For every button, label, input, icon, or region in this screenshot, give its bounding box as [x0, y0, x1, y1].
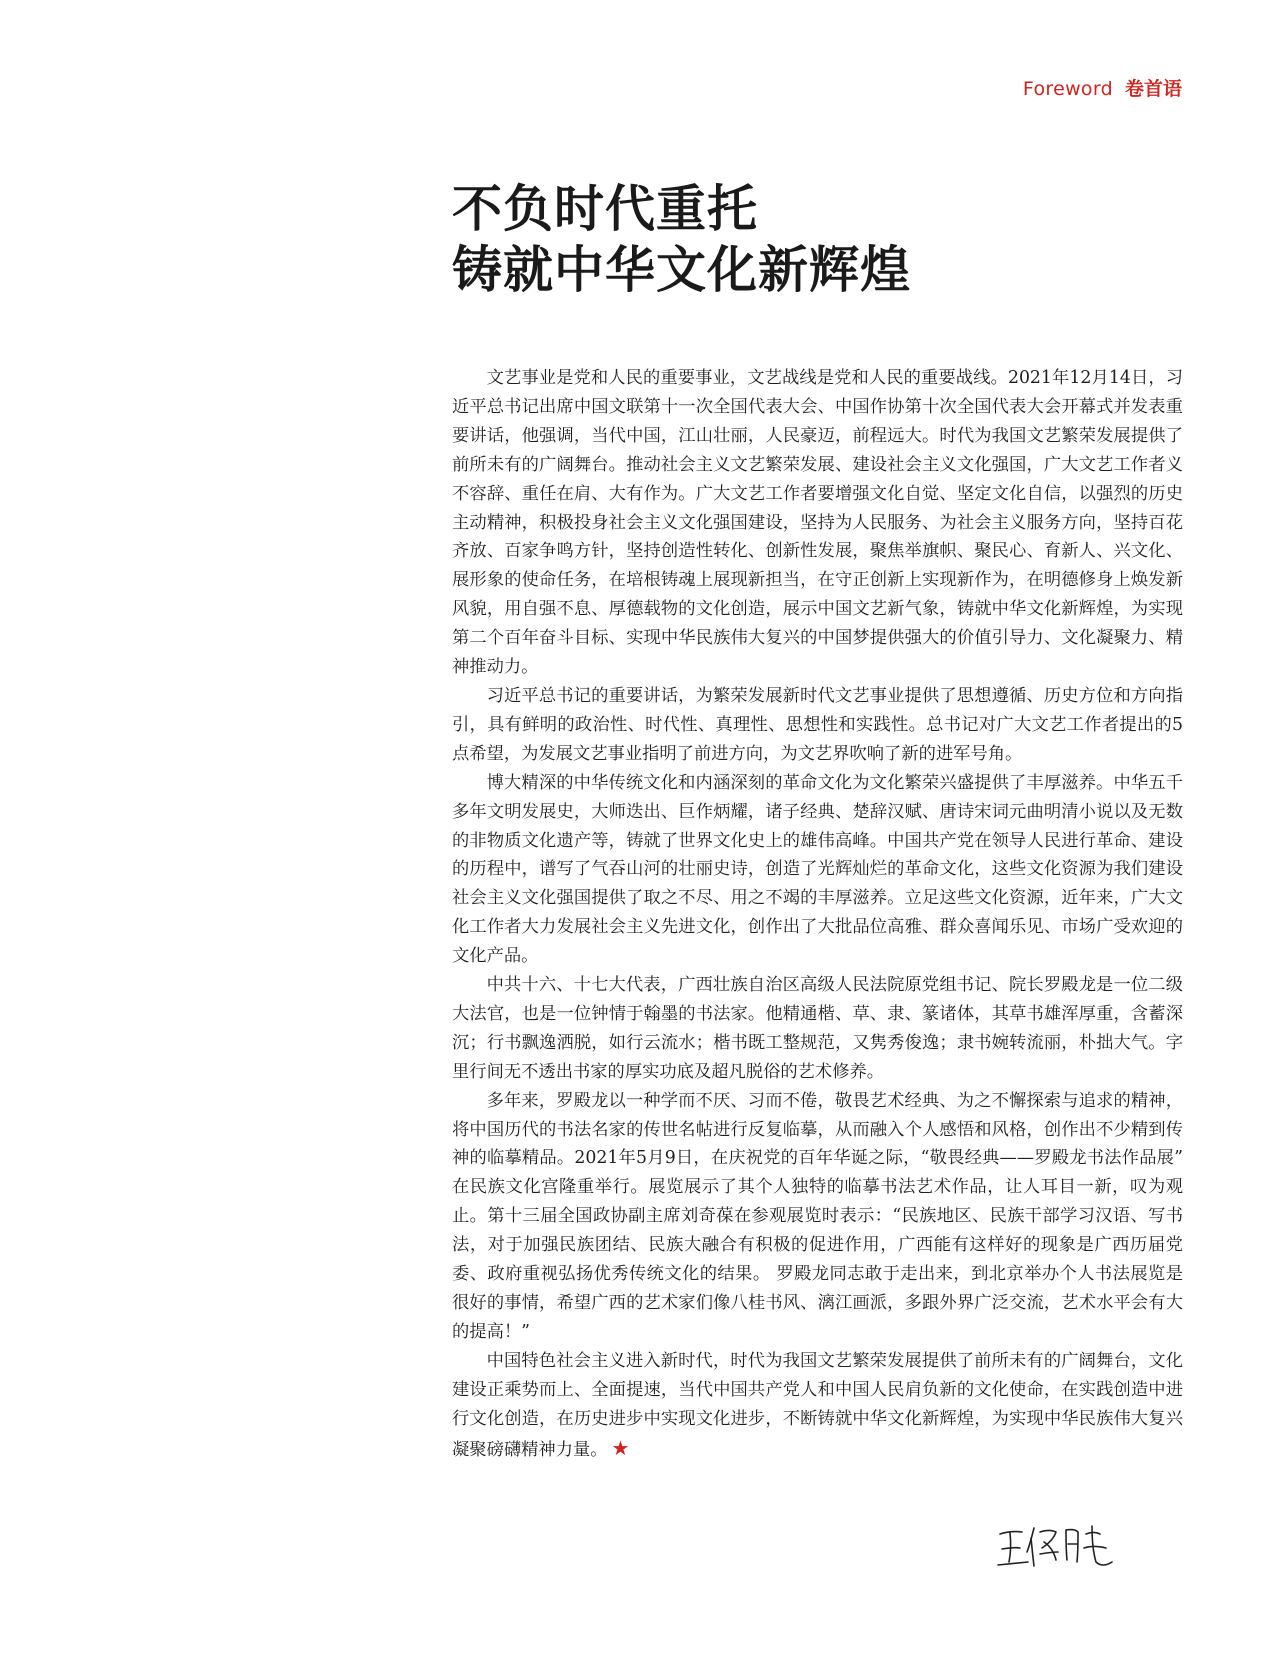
paragraph-2: 习近平总书记的重要讲话，为繁荣发展新时代文艺事业提供了思想遵循、历史方位和方向指引，具有鲜明的政治性、时代性、真理性、思想性和实践性。总书记对广大文艺工作者提出的5点希望，为发展文艺事业指明了前进方向，为文艺界吹响了新的进军号角。	[452, 685, 1183, 764]
end-star-icon: ★	[611, 1435, 630, 1460]
section-label-zh: 卷首语	[1124, 78, 1182, 100]
paragraph-3: 博大精深的中华传统文化和内涵深刻的革命文化为文化繁荣兴盛提供了丰厚滋养。中华五千多年文明发展史，大师迭出、巨作炳耀，诸子经典、楚辞汉赋、唐诗宋词元曲明清小说以及无数的非物质文化遗产等，铸就了世界文化史上的雄伟高峰。中国共产党在领导人民进行革命、建设的历程中，谱写了气吞山河的壮丽史诗，创造了光辉灿烂的革命文化，这些文化资源为我们建设社会主义文化强国提供了取之不尽、用之不竭的丰厚滋养。立足这些文化资源，近年来，广大文化工作者大力发展社会主义先进文化，创作出了大批品位高雅、群众喜闻乐见、市场广受欢迎的文化产品。	[452, 772, 1183, 967]
section-label-en: Foreword	[1022, 78, 1113, 100]
paragraph-5: 多年来，罗殿龙以一种学而不厌、习而不倦，敬畏艺术经典、为之不懈探索与追求的精神，将中国历代的书法名家的传世名帖进行反复临摹，从而融入个人感悟和风格，创作出不少精到传神的临摹精品。2021年5月9日，在庆祝党的百年华诞之际，“敬畏经典——罗殿龙书法作品展” 在民族文化宫隆重举行。展览展示了其个人独特的临摹书法艺术作品，让人耳目一新，叹为观止。第十三届全国政协副主席刘奇葆在参观展览时表示：“民族地区、民族干部学习汉语、写书法，对于加强民族团结、民族大融合有积极的促进作用，广西能有这样好的现象是广西历届党委、政府重视弘扬优秀传统文化的结果。 罗殿龙同志敢于走出来，到北京举办个人书法展览是很好的事情，希望广西的艺术家们像八桂书风、漓江画派，多跟外界广泛交流，艺术水平会有大的提高！”	[452, 1090, 1183, 1342]
article-body	[452, 364, 1183, 1464]
paragraph-4: 中共十六、十七大代表，广西壮族自治区高级人民法院原党组书记、院长罗殿龙是一位二级大法官，也是一位钟情于翰墨的书法家。他精通楷、草、隶、篆诸体，其草书雄浑厚重，含蓄深沉；行书飘逸洒脱，如行云流水；楷书既工整规范，又隽秀俊逸；隶书婉转流丽，朴拙大气。字里行间无不透出书家的厚实功底及超凡脱俗的艺术修养。	[452, 975, 1183, 1082]
paragraph-1: 文艺事业是党和人民的重要事业，文艺战线是党和人民的重要战线。2021年12月14日，习近平总书记出席中国文联第十一次全国代表大会、中国作协第十次全国代表大会开幕式并发表重要讲话，他强调，当代中国，江山壮丽，人民豪迈，前程远大。时代为我国文艺繁荣发展提供了前所未有的广阔舞台。推动社会主义文艺繁荣发展、建设社会主义文化强国，广大文艺工作者义不容辞、重任在肩、大有作为。广大文艺工作者要增强文化自觉、坚定文化自信，以强烈的历史主动精神，积极投身社会主义文化强国建设，坚持为人民服务、为社会主义服务方向，坚持百花齐放、百家争鸣方针，坚持创造性转化、创新性发展，聚焦举旗帜、聚民心、育新人、兴文化、展形象的使命任务，在培根铸魂上展现新担当，在守正创新上实现新作为，在明德修身上焕发新风貌，用自强不息、厚德载物的文化创造，展示中国文艺新气象，铸就中华文化新辉煌，为实现第二个百年奋斗目标、实现中华民族伟大复兴的中国梦提供强大的价值引导力、文化凝聚力、精神推动力。	[452, 368, 1183, 678]
section-label	[1023, 74, 1182, 101]
signature	[996, 1522, 1116, 1572]
title-line-2: 铸就中华文化新辉煌	[452, 240, 911, 299]
paragraph-6	[452, 1347, 1183, 1465]
title-line-1: 不负时代重托	[452, 179, 758, 238]
article-title	[452, 178, 911, 300]
paragraph-6-text: 中国特色社会主义进入新时代，时代为我国文艺繁荣发展提供了前所未有的广阔舞台，文化建设正乘势而上、全面提速，当代中国共产党人和中国人民肩负新的文化使命，在实践创造中进行文化创造，在历史进步中实现文化进步，不断铸就中华文化新辉煌，为实现中华民族伟大复兴凝聚磅礴精神力量。	[452, 1350, 1183, 1460]
